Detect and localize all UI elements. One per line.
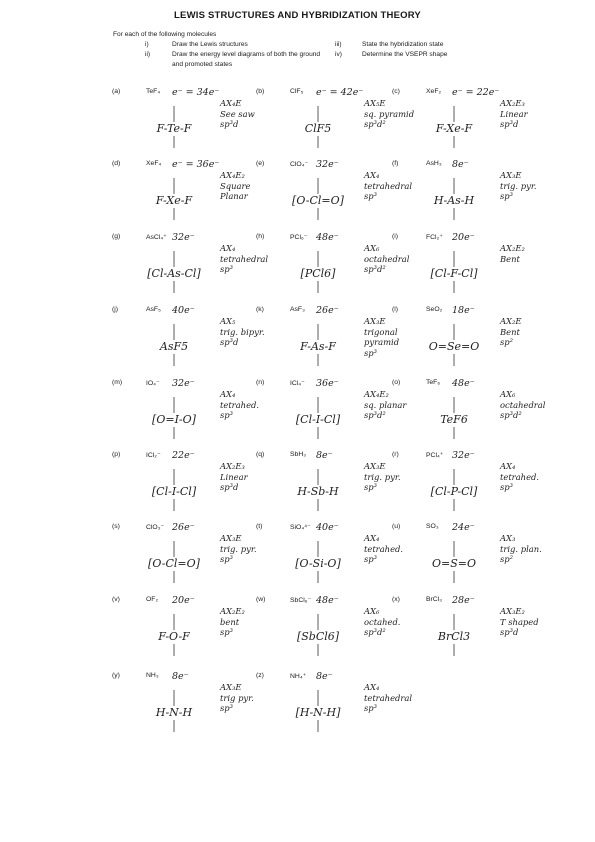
instruction-3-num: iii) bbox=[335, 41, 342, 48]
structure-text: BrCl3 bbox=[437, 630, 471, 643]
problem-label: (m) bbox=[112, 379, 123, 386]
answer-note-line: AX₂E₃ bbox=[500, 98, 525, 108]
answer-note-line: trig. plan. bbox=[500, 543, 542, 554]
lewis-structure-sketch bbox=[404, 533, 504, 591]
answer-note-line: AX₄ bbox=[500, 461, 516, 471]
structure-text: F-Xe-F bbox=[435, 122, 473, 135]
problem-label: (y) bbox=[112, 672, 120, 679]
molecule-formula: TeF₆ bbox=[426, 379, 441, 386]
molecule-formula: ICl₂⁻ bbox=[146, 452, 161, 459]
answer-note-line: AX₃E bbox=[364, 316, 386, 326]
structure-text: [O-Cl=O] bbox=[292, 194, 344, 207]
worksheet-title: LEWIS STRUCTURES AND HYBRIDIZATION THEORY bbox=[174, 10, 421, 21]
problem-label: (a) bbox=[112, 88, 121, 95]
answer-notes bbox=[500, 389, 570, 421]
answer-note-line: Linear bbox=[220, 471, 248, 482]
electron-count: 26e⁻ bbox=[316, 305, 339, 316]
lewis-structure-sketch bbox=[268, 606, 368, 664]
molecule-formula: NH₃ bbox=[146, 672, 159, 679]
problem-l bbox=[392, 306, 572, 378]
answer-notes bbox=[500, 170, 570, 202]
answer-note-line: tetrahed. bbox=[500, 471, 540, 482]
molecule-formula: OF₂ bbox=[146, 596, 159, 603]
electron-count: 8e⁻ bbox=[316, 671, 333, 682]
lewis-structure-sketch bbox=[404, 389, 504, 447]
problem-label: (s) bbox=[112, 523, 120, 530]
electron-count: e⁻ = 34e⁻ bbox=[172, 87, 220, 98]
answer-note-line: AX₃E bbox=[364, 461, 386, 471]
answer-note-line: AX₄E₂ bbox=[364, 389, 389, 399]
molecule-formula: AsF₃ bbox=[290, 306, 305, 313]
answer-note-line: trig. pyr. bbox=[220, 543, 257, 554]
instruction-2-text: Draw the energy level diagrams of both the ground and promoted states bbox=[172, 51, 321, 68]
structure-text: AsF5 bbox=[159, 340, 189, 353]
answer-note-line: tetrahedral bbox=[364, 692, 413, 703]
answer-note-line: sp³d² bbox=[500, 410, 522, 420]
electron-count: e⁻ = 22e⁻ bbox=[452, 87, 500, 98]
problem-label: (x) bbox=[392, 596, 400, 603]
molecule-formula: SO₃ bbox=[426, 523, 439, 530]
problem-label: (e) bbox=[256, 160, 265, 167]
molecule-formula: ClF₅ bbox=[290, 88, 304, 95]
instruction-1-text: Draw the Lewis structures bbox=[172, 41, 248, 48]
electron-count: 48e⁻ bbox=[316, 232, 339, 243]
answer-note-line: sp² bbox=[500, 554, 514, 564]
lewis-structure-sketch bbox=[124, 389, 224, 447]
problem-label: (h) bbox=[256, 233, 265, 240]
problem-label: (g) bbox=[112, 233, 121, 240]
answer-notes bbox=[500, 243, 570, 264]
answer-note-line: sq. planar bbox=[364, 399, 407, 410]
problem-label: (j) bbox=[112, 306, 119, 313]
structure-text: [H-N-H] bbox=[295, 706, 341, 719]
answer-note-line: Bent bbox=[500, 326, 520, 337]
answer-notes bbox=[500, 98, 570, 130]
molecule-formula: FCl₂⁺ bbox=[426, 234, 443, 241]
molecule-formula: SeO₂ bbox=[426, 306, 443, 313]
electron-count: 32e⁻ bbox=[172, 232, 195, 243]
answer-notes bbox=[500, 606, 570, 638]
answer-note-line: T shaped bbox=[500, 616, 539, 627]
molecule-formula: NH₄⁺ bbox=[290, 673, 307, 680]
structure-text: [O-Cl=O] bbox=[148, 557, 200, 570]
answer-note-line: sp³d² bbox=[364, 119, 386, 129]
instruction-1-num: i) bbox=[145, 41, 149, 48]
lewis-structure-sketch bbox=[404, 606, 504, 664]
electron-count: 8e⁻ bbox=[452, 159, 469, 170]
answer-note-line: AX₄ bbox=[220, 243, 236, 253]
problem-label: (t) bbox=[256, 523, 263, 530]
structure-text: [O-Si-O] bbox=[295, 557, 341, 570]
molecule-formula: PCl₄⁺ bbox=[426, 452, 444, 459]
electron-count: 48e⁻ bbox=[316, 595, 339, 606]
problem-label: (z) bbox=[256, 672, 264, 679]
molecule-formula: PCl₆⁻ bbox=[290, 234, 308, 241]
problem-i bbox=[392, 233, 572, 305]
structure-text: TeF6 bbox=[440, 413, 468, 426]
instruction-2-num: ii) bbox=[145, 51, 151, 58]
answer-note-line: AX₆ bbox=[364, 606, 380, 616]
answer-note-line: trig. pyr. bbox=[364, 471, 401, 482]
lewis-structure-sketch bbox=[404, 243, 504, 301]
electron-count: e⁻ = 42e⁻ bbox=[316, 87, 364, 98]
answer-note-line: AX₂E bbox=[500, 316, 522, 326]
answer-note-line: AX₂E₂ bbox=[220, 606, 245, 616]
answer-note-line: tetrahed. bbox=[220, 399, 260, 410]
answer-notes bbox=[500, 461, 570, 493]
electron-count: 36e⁻ bbox=[316, 378, 339, 389]
problem-label: (v) bbox=[112, 596, 120, 603]
answer-note-line: tetrahed. bbox=[364, 543, 404, 554]
problem-z bbox=[256, 672, 436, 744]
electron-count: 24e⁻ bbox=[452, 522, 475, 533]
problem-label: (q) bbox=[256, 451, 265, 458]
answer-notes bbox=[500, 316, 570, 348]
molecule-formula: TeF₄ bbox=[146, 88, 161, 95]
molecule-formula: XeF₂ bbox=[426, 88, 442, 95]
answer-note-line: sp³ bbox=[364, 703, 378, 713]
electron-count: 8e⁻ bbox=[316, 450, 333, 461]
problem-label: (u) bbox=[392, 523, 401, 530]
electron-count: 26e⁻ bbox=[172, 522, 195, 533]
structure-text: F-As-F bbox=[300, 340, 336, 353]
answer-note-line: AX₆ bbox=[364, 243, 380, 253]
lewis-structure-sketch bbox=[124, 461, 224, 519]
answer-note-line: sp³ bbox=[364, 482, 378, 492]
structure-text: [SbCl6] bbox=[296, 630, 340, 643]
problem-f bbox=[392, 160, 572, 232]
answer-note-line: AX₃ bbox=[500, 533, 516, 543]
lewis-structure-sketch bbox=[404, 461, 504, 519]
structure-text: H-Sb-H bbox=[297, 485, 339, 498]
answer-note-line: sp³d bbox=[500, 627, 519, 637]
lewis-structure-sketch bbox=[268, 533, 368, 591]
structure-text: H-N-H bbox=[155, 706, 193, 719]
lewis-structure-sketch bbox=[404, 98, 504, 156]
answer-note-line: Bent bbox=[500, 253, 520, 264]
molecule-formula: SiO₄⁴⁻ bbox=[290, 524, 311, 531]
lewis-structure-sketch bbox=[268, 98, 368, 156]
lewis-structure-sketch bbox=[124, 170, 224, 228]
electron-count: 40e⁻ bbox=[316, 522, 339, 533]
electron-count: 20e⁻ bbox=[172, 595, 195, 606]
problem-label: (p) bbox=[112, 451, 121, 458]
molecule-formula: SbH₃ bbox=[290, 451, 306, 458]
answer-note-line: sp³ bbox=[364, 191, 378, 201]
answer-note-line: AX₆ bbox=[500, 389, 516, 399]
answer-note-line: AX₂E₃ bbox=[220, 461, 245, 471]
answer-notes bbox=[364, 682, 434, 714]
answer-note-line: AX₄E₂ bbox=[220, 170, 245, 180]
problem-label: (b) bbox=[256, 88, 265, 95]
answer-note-line: octahed. bbox=[364, 616, 401, 627]
answer-notes bbox=[500, 533, 570, 565]
answer-note-line: Square bbox=[220, 180, 251, 191]
lewis-structure-sketch bbox=[124, 316, 224, 374]
problem-label: (r) bbox=[392, 451, 399, 458]
lewis-structure-sketch bbox=[124, 606, 224, 664]
electron-count: 48e⁻ bbox=[452, 378, 475, 389]
answer-note-line: sp³ bbox=[220, 627, 234, 637]
problem-u bbox=[392, 523, 572, 595]
lewis-structure-sketch bbox=[268, 243, 368, 301]
lewis-structure-sketch bbox=[268, 389, 368, 447]
answer-note-line: AX₄ bbox=[220, 389, 236, 399]
answer-note-line: trig. pyr. bbox=[500, 180, 537, 191]
molecule-formula: BrCl₃ bbox=[426, 596, 442, 603]
answer-note-line: sp³d bbox=[500, 119, 519, 129]
electron-count: 28e⁻ bbox=[452, 595, 475, 606]
electron-count: 32e⁻ bbox=[172, 378, 195, 389]
answer-note-line: sp³d² bbox=[364, 410, 386, 420]
answer-note-line: sp³d² bbox=[364, 264, 386, 274]
answer-note-line: trigonal pyramid bbox=[364, 326, 400, 347]
answer-note-line: AX₃E bbox=[500, 170, 522, 180]
structure-text: [Cl-As-Cl] bbox=[147, 267, 201, 280]
structure-text: [Cl-I-Cl] bbox=[151, 485, 197, 498]
instruction-3-text: State the hybridization state bbox=[362, 41, 444, 48]
answer-note-line: bent bbox=[220, 616, 240, 627]
answer-note-line: AX₃E bbox=[220, 533, 242, 543]
answer-note-line: sp³ bbox=[220, 703, 234, 713]
electron-count: 40e⁻ bbox=[172, 305, 195, 316]
answer-note-line: octahedral bbox=[364, 253, 410, 264]
answer-note-line: AX₃E₂ bbox=[500, 606, 525, 616]
instruction-4-text: Determine the VSEPR shape bbox=[362, 51, 448, 58]
lewis-structure-sketch bbox=[124, 243, 224, 301]
problem-label: (c) bbox=[392, 88, 400, 95]
problem-label: (d) bbox=[112, 160, 121, 167]
answer-note-line: trig. bipyr. bbox=[220, 326, 265, 337]
answer-note-line: tetrahedral bbox=[364, 180, 413, 191]
structure-text: [Cl-P-Cl] bbox=[430, 485, 478, 498]
answer-note-line: AX₄ bbox=[364, 533, 380, 543]
answer-note-line: sp³ bbox=[220, 264, 234, 274]
answer-note-line: AX₂E₂ bbox=[500, 243, 525, 253]
problem-c bbox=[392, 88, 572, 160]
structure-text: O=Se=O bbox=[428, 340, 480, 353]
electron-count: e⁻ = 36e⁻ bbox=[172, 159, 220, 170]
lewis-structure-sketch bbox=[268, 170, 368, 228]
molecule-formula: AsCl₄⁺ bbox=[146, 234, 167, 241]
answer-note-line: See saw bbox=[220, 108, 255, 119]
lewis-structure-sketch bbox=[124, 682, 224, 740]
molecule-formula: ClO₄⁻ bbox=[290, 161, 309, 168]
answer-note-line: AX₄ bbox=[364, 682, 380, 692]
lewis-structure-sketch bbox=[268, 316, 368, 374]
instruction-4-num: iv) bbox=[335, 51, 342, 58]
structure-text: ClF5 bbox=[304, 122, 332, 135]
lewis-structure-sketch bbox=[124, 98, 224, 156]
structure-text: [Cl-I-Cl] bbox=[295, 413, 341, 426]
answer-note-line: Linear bbox=[500, 108, 528, 119]
lewis-structure-sketch bbox=[268, 461, 368, 519]
answer-note-line: AX₄E bbox=[220, 98, 242, 108]
molecule-formula: IO₄⁻ bbox=[146, 380, 160, 387]
problem-label: (l) bbox=[392, 306, 399, 313]
structure-text: [O=I-O] bbox=[152, 413, 196, 426]
problem-x bbox=[392, 596, 572, 668]
molecule-formula: AsH₃ bbox=[426, 160, 442, 167]
answer-note-line: sq. pyramid bbox=[364, 108, 415, 119]
structure-text: [PCl6] bbox=[300, 267, 336, 280]
intro-text: For each of the following molecules bbox=[113, 31, 217, 38]
answer-note-line: sp³d² bbox=[364, 627, 386, 637]
electron-count: 18e⁻ bbox=[452, 305, 475, 316]
electron-count: 32e⁻ bbox=[452, 450, 475, 461]
lewis-structure-sketch bbox=[268, 682, 368, 740]
answer-note-line: sp³ bbox=[364, 347, 378, 358]
answer-note-line: sp³d bbox=[220, 482, 239, 492]
problem-label: (f) bbox=[392, 160, 399, 167]
molecule-formula: AsF₅ bbox=[146, 306, 161, 313]
answer-note-line: tetrahedral bbox=[220, 253, 269, 264]
answer-note-line: sp³ bbox=[500, 482, 514, 492]
answer-note-line: sp³ bbox=[220, 554, 234, 564]
answer-note-line: sp³d bbox=[220, 119, 239, 129]
molecule-formula: XeF₄ bbox=[146, 160, 162, 167]
structure-text: O=S=O bbox=[431, 557, 477, 570]
electron-count: 20e⁻ bbox=[452, 232, 475, 243]
answer-note-line: sp³ bbox=[364, 554, 378, 564]
answer-note-line: sp² bbox=[500, 337, 514, 347]
lewis-structure-sketch bbox=[124, 533, 224, 591]
problem-label: (i) bbox=[392, 233, 399, 240]
structure-text: F-Xe-F bbox=[155, 194, 193, 207]
problem-label: (n) bbox=[256, 379, 265, 386]
answer-note-line: sp³ bbox=[220, 410, 234, 420]
answer-note-line: trig pyr. bbox=[220, 692, 254, 703]
electron-count: 32e⁻ bbox=[316, 159, 339, 170]
answer-note-line: AX₅E bbox=[364, 98, 386, 108]
problem-r bbox=[392, 451, 572, 523]
answer-note-line: octahedral bbox=[500, 399, 546, 410]
answer-note-line: AX₅ bbox=[220, 316, 236, 326]
electron-count: 8e⁻ bbox=[172, 671, 189, 682]
molecule-formula: ICl₄⁻ bbox=[290, 380, 305, 387]
answer-note-line: AX₄ bbox=[364, 170, 380, 180]
problem-o bbox=[392, 379, 572, 451]
answer-note-line: sp³d bbox=[220, 337, 239, 347]
problem-label: (w) bbox=[256, 596, 266, 603]
lewis-structure-sketch bbox=[404, 170, 504, 228]
answer-note-line: sp³ bbox=[500, 191, 514, 201]
structure-text: [Cl-F-Cl] bbox=[430, 267, 478, 280]
molecule-formula: ClO₃⁻ bbox=[146, 524, 165, 531]
structure-text: F-Te-F bbox=[156, 122, 192, 135]
problem-label: (k) bbox=[256, 306, 264, 313]
electron-count: 22e⁻ bbox=[172, 450, 195, 461]
lewis-structure-sketch bbox=[404, 316, 504, 374]
answer-note-line: Planar bbox=[220, 191, 248, 201]
molecule-formula: SbCl₆⁻ bbox=[290, 597, 312, 604]
problem-label: (o) bbox=[392, 379, 401, 386]
answer-note-line: AX₃E bbox=[220, 682, 242, 692]
structure-text: F-O-F bbox=[158, 630, 190, 643]
structure-text: H-As-H bbox=[433, 194, 475, 207]
